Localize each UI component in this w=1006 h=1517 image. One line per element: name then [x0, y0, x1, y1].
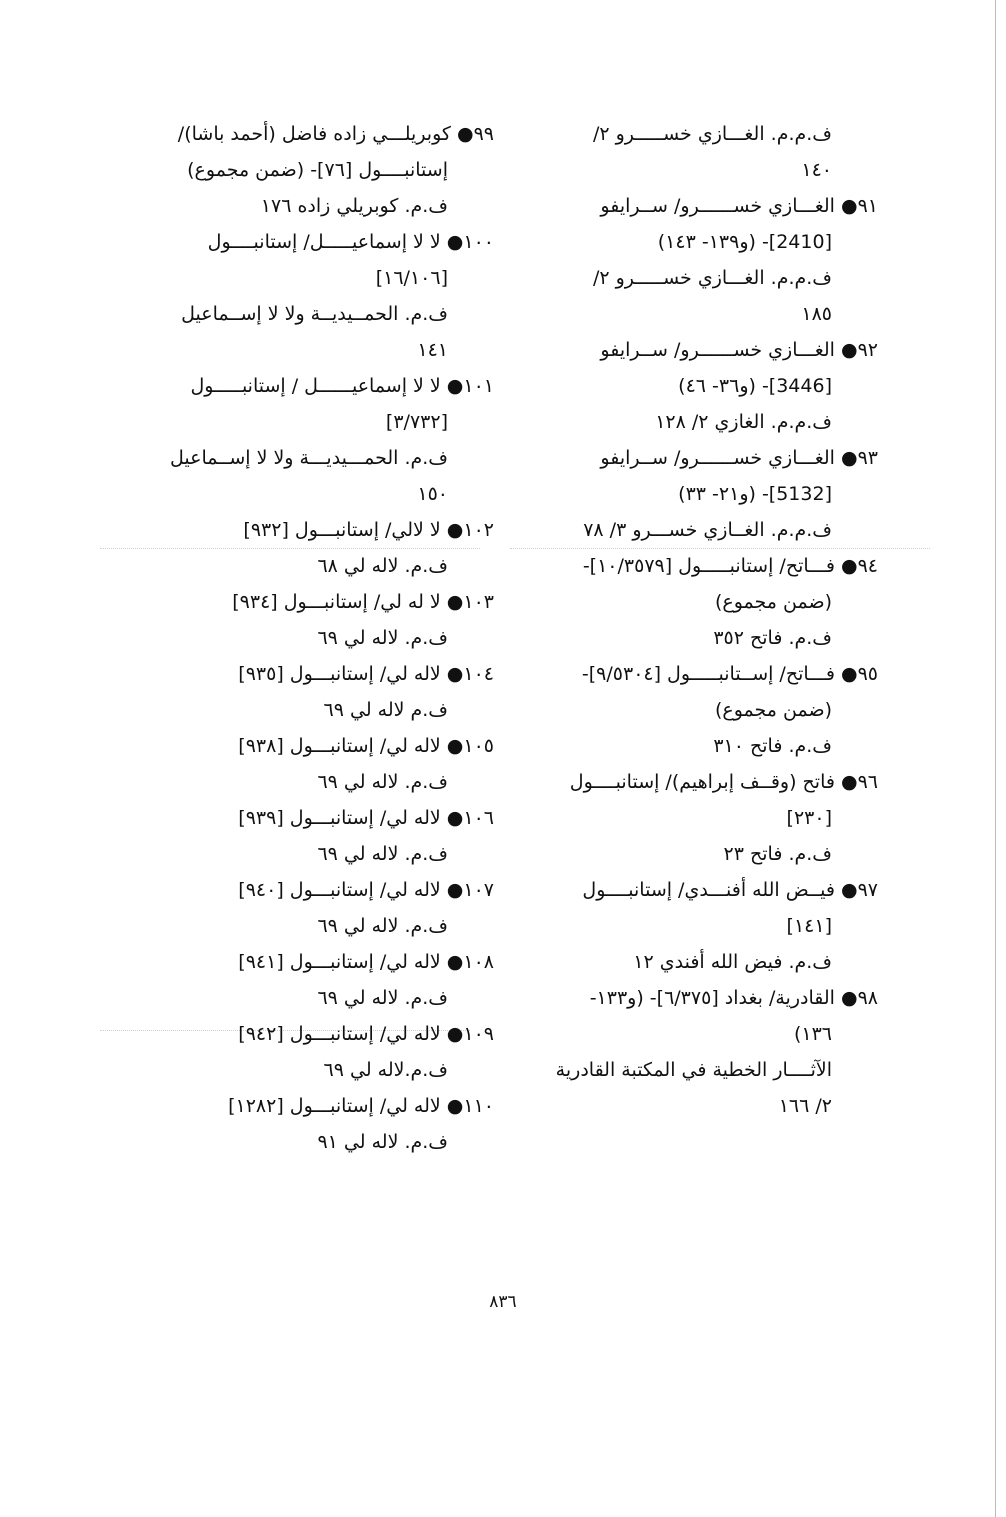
catalog-continuation-line: [2410]- (و١٣٩- ١٤٣) — [657, 231, 832, 253]
catalog-continuation-line: (ضمن مجموع) — [714, 591, 832, 613]
catalog-entry-line: ١٠٨● لاله لي/ إستانبـــول [٩٤١] — [238, 951, 494, 973]
catalog-reference-line: ف.م. لاله لي ٩١ — [317, 1131, 448, 1153]
catalog-reference-line: ف.م.م. الغـــازي خســـــرو ٢/ — [592, 267, 832, 289]
catalog-entry-line: ٩٩● كوبريلـــي زاده فاضل (أحمد باشا)/ — [177, 123, 494, 145]
catalog-entry-line: ٩٢● الغـــازي خســــــرو/ ســرايفو — [600, 339, 878, 361]
catalog-entry-line: ٩٥● فـــاتح/ إســتانبـــــول [٩/٥٣٠٤]- — [581, 663, 878, 685]
catalog-reference-line: ف.م.م. الغازي ٢/ ١٢٨ — [655, 411, 832, 433]
page-number: ٨٣٦ — [489, 1292, 517, 1312]
catalog-continuation-line: [٣/٧٣٢] — [385, 411, 448, 433]
catalog-continuation-line: إستانبــــول [٧٦]- (ضمن مجموع) — [187, 159, 448, 181]
catalog-entry-line: ٩٤● فـــاتح/ إستانبـــــول [١٠/٣٥٧٩]- — [582, 555, 878, 577]
left-column — [148, 116, 494, 1160]
catalog-entry-line: ١٠٦● لاله لي/ إستانبـــول [٩٣٩] — [238, 807, 494, 829]
catalog-continuation-line: (ضمن مجموع) — [714, 699, 832, 721]
catalog-entry-line: ١٠٢● لا لالي/ إستانبـــول [٩٣٢] — [243, 519, 494, 541]
catalog-entry-line: ١٠٩● لاله لي/ إستانبـــول [٩٤٢] — [238, 1023, 494, 1045]
catalog-continuation-line: [١٤١] — [786, 915, 832, 937]
catalog-reference-line: ف.م. لاله لي ٦٩ — [317, 987, 448, 1009]
catalog-reference-line: ف.م.م. الغـــازي خســـــرو ٢/ — [592, 123, 832, 145]
catalog-entry-line: ١٠٠● لا لا إسماعيـــــل/ إستانبــــول — [207, 231, 494, 253]
catalog-entry-line: ٩١● الغـــازي خســــــرو/ ســرايفو — [600, 195, 878, 217]
catalog-entry-line: ١٠٤● لاله لي/ إستانبـــول [٩٣٥] — [238, 663, 494, 685]
catalog-reference-line: ف.م. لاله لي ٦٨ — [317, 555, 448, 577]
catalog-entry-line: ٩٧● فيــض الله أفنـــدي/ إستانبــــول — [582, 879, 878, 901]
catalog-entry-line: ٩٦● فاتح (وقــف إبراهيم)/ إستانبــــول — [569, 771, 878, 793]
catalog-reference-line: ف.م. لاله لي ٦٩ — [317, 915, 448, 937]
catalog-reference-line: ف.م. لاله لي ٦٩ — [317, 771, 448, 793]
catalog-entry-line: ١١٠● لاله لي/ إستانبـــول [١٢٨٢] — [228, 1095, 494, 1117]
scan-edge-line — [995, 0, 996, 1517]
catalog-continuation-line: ١٤٠ — [801, 159, 832, 181]
catalog-continuation-line: ١٥٠ — [417, 483, 448, 505]
catalog-continuation-line: ١٣٦) — [793, 1023, 832, 1045]
catalog-continuation-line: [٢٣٠] — [786, 807, 832, 829]
catalog-entry-line: ١٠٧● لاله لي/ إستانبـــول [٩٤٠] — [238, 879, 494, 901]
catalog-reference-line: ف.م لاله لي ٦٩ — [323, 699, 448, 721]
catalog-reference-line: الآثــــار الخطية في المكتبة القادرية — [555, 1059, 832, 1081]
catalog-continuation-line: [5132]- (و٢١- ٣٣) — [678, 483, 832, 505]
catalog-continuation-line: ٢/ ١٦٦ — [778, 1095, 832, 1117]
catalog-reference-line: ف.م.لاله لي ٦٩ — [323, 1059, 448, 1081]
catalog-reference-line: ف.م. فيض الله أفندي ١٢ — [633, 951, 832, 973]
catalog-entry-line: ٩٣● الغـــازي خســــــرو/ ســرايفو — [600, 447, 878, 469]
catalog-reference-line: ف.م. الحمــيديــة ولا لا إســماعيل — [181, 303, 448, 325]
catalog-entry-line: ٩٨● القادرية/ بغداد [٦/٣٧٥]- (و١٣٣- — [589, 987, 878, 1009]
catalog-reference-line: ف.م. فاتح ٣٥٢ — [713, 627, 832, 649]
catalog-reference-line: ف.م. فاتح ٣١٠ — [713, 735, 832, 757]
catalog-reference-line: ف.م. لاله لي ٦٩ — [317, 843, 448, 865]
catalog-reference-line: ف.م.م. الغــازي خســـرو ٣/ ٧٨ — [583, 519, 832, 541]
catalog-entry-line: ١٠١● لا لا إسماعيــــــل / إستانبـــــول — [190, 375, 494, 397]
catalog-reference-line: ف.م. لاله لي ٦٩ — [317, 627, 448, 649]
catalog-continuation-line: ١٨٥ — [801, 303, 832, 325]
catalog-reference-line: ف.م. كوبريلي زاده ١٧٦ — [260, 195, 448, 217]
catalog-continuation-line: [١٦/١٠٦] — [375, 267, 448, 289]
catalog-continuation-line: [3446]- (و٣٦- ٤٦) — [678, 375, 832, 397]
catalog-reference-line: ف.م. فاتح ٢٣ — [723, 843, 832, 865]
catalog-entry-line: ١٠٣● لا له لي/ إستانبـــول [٩٣٤] — [232, 591, 494, 613]
catalog-reference-line: ف.م. الحمـــيديـــة ولا لا إســماعيل — [169, 447, 448, 469]
catalog-entry-line: ١٠٥● لاله لي/ إستانبـــول [٩٣٨] — [238, 735, 494, 757]
catalog-continuation-line: ١٤١ — [417, 339, 448, 361]
right-column — [534, 116, 878, 1124]
